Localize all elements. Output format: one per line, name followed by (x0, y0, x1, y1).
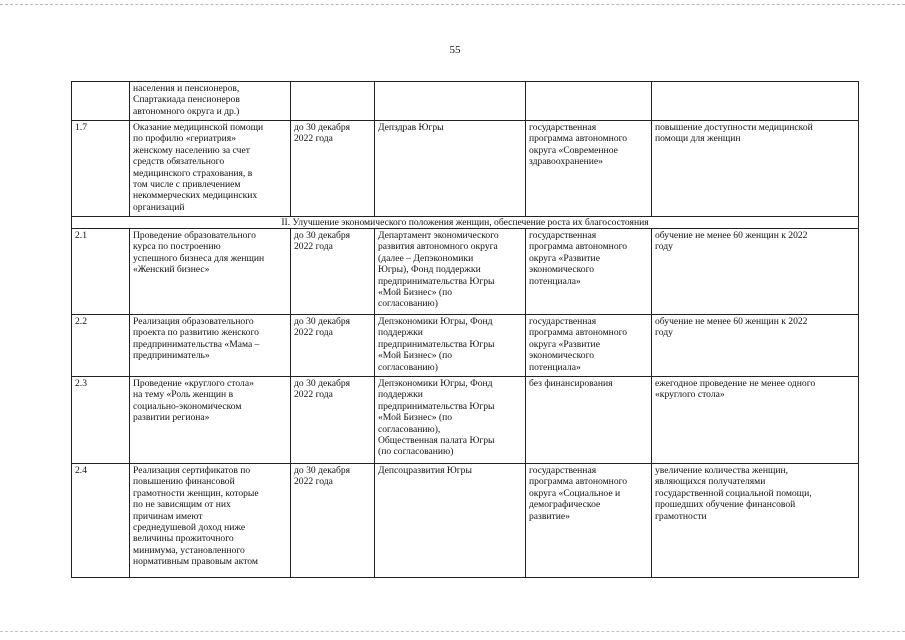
funding-source-cell: государственная программа автономного округа «Современное здравоохранение» (526, 121, 652, 217)
result-cell: повышение доступности медицинской помощи для женщин (652, 121, 859, 217)
result-cell: увеличение количества женщин, являющихся получателями государственной социальной помощи, прошедших обучение финансовой грамотности (652, 464, 859, 578)
page-number: 55 (449, 44, 461, 56)
executor-cell: Депсоцразвития Югры (375, 464, 526, 578)
event-cell: Оказание медицинской помощи по профилю «гериатрия» женскому населению за счет средств обязательного медицинского страхования, в том числе с привлечением некоммерческих медицинских организаций (130, 121, 291, 217)
event-cell: Проведение образовательного курса по построению успешного бизнеса для женщин «Женский бизнес» (130, 229, 291, 315)
term-cell: до 30 декабря 2022 года (291, 464, 375, 578)
term-cell: до 30 декабря 2022 года (291, 121, 375, 217)
event-cell: Проведение «круглого стола» на тему «Роль женщин в социально-экономическом развитии региона» (130, 377, 291, 464)
executor-cell (375, 82, 526, 121)
row-number: 2.4 (72, 464, 130, 578)
table-row (72, 315, 859, 377)
row-number (72, 82, 130, 121)
table-row (72, 121, 859, 217)
executor-cell: Депэкономики Югры, Фонд поддержки предпринимательства Югры «Мой Бизнес» (по согласованию), Общественная палата Югры (по согласованию) (375, 377, 526, 464)
funding-source-cell: государственная программа автономного округа «Развитие экономического потенциала» (526, 315, 652, 377)
funding-source-cell: без финансирования (526, 377, 652, 464)
result-cell: обучение не менее 60 женщин к 2022 году (652, 315, 859, 377)
term-cell: до 30 декабря 2022 года (291, 229, 375, 315)
row-number: 2.3 (72, 377, 130, 464)
section-heading: II. Улучшение экономического положения женщин, обеспечение роста их благосостояния (72, 217, 859, 229)
term-cell: до 30 декабря 2022 года (291, 377, 375, 464)
executor-cell: Департамент экономического развития автономного округа (далее – Депэкономики Югры), Фонд поддержки предпринимательства Югры «Мой Бизнес» (по согласованию) (375, 229, 526, 315)
term-cell (291, 82, 375, 121)
executor-cell: Депэкономики Югры, Фонд поддержки предпринимательства Югры «Мой Бизнес» (по согласованию) (375, 315, 526, 377)
scan-edge-top (0, 4, 905, 5)
result-cell: обучение не менее 60 женщин к 2022 году (652, 229, 859, 315)
scan-edge-bottom (0, 631, 905, 632)
event-cell: Реализация сертификатов по повышению финансовой грамотности женщин, которые по не зависящим от них причинам имеют среднедушевой доход ниже величины прожиточного минимума, установленного нормативным правовым актом (130, 464, 291, 578)
term-cell: до 30 декабря 2022 года (291, 315, 375, 377)
executor-cell: Депздрав Югры (375, 121, 526, 217)
event-cell: населения и пенсионеров, Спартакиада пенсионеров автономного округа и др.) (130, 82, 291, 121)
funding-source-cell (526, 82, 652, 121)
row-number: 2.2 (72, 315, 130, 377)
table-row (72, 229, 859, 315)
row-number: 1.7 (72, 121, 130, 217)
table-row (72, 377, 859, 464)
funding-source-cell: государственная программа автономного округа «Развитие экономического потенциала» (526, 229, 652, 315)
section-row (72, 217, 859, 229)
funding-source-cell: государственная программа автономного округа «Социальное и демографическое развитие» (526, 464, 652, 578)
table-row (72, 82, 859, 121)
result-cell: ежегодное проведение не менее одного «круглого стола» (652, 377, 859, 464)
result-cell (652, 82, 859, 121)
event-cell: Реализация образовательного проекта по развитию женского предпринимательства «Мама – предприниматель» (130, 315, 291, 377)
table-row (72, 464, 859, 578)
row-number: 2.1 (72, 229, 130, 315)
measures-table (71, 81, 859, 578)
